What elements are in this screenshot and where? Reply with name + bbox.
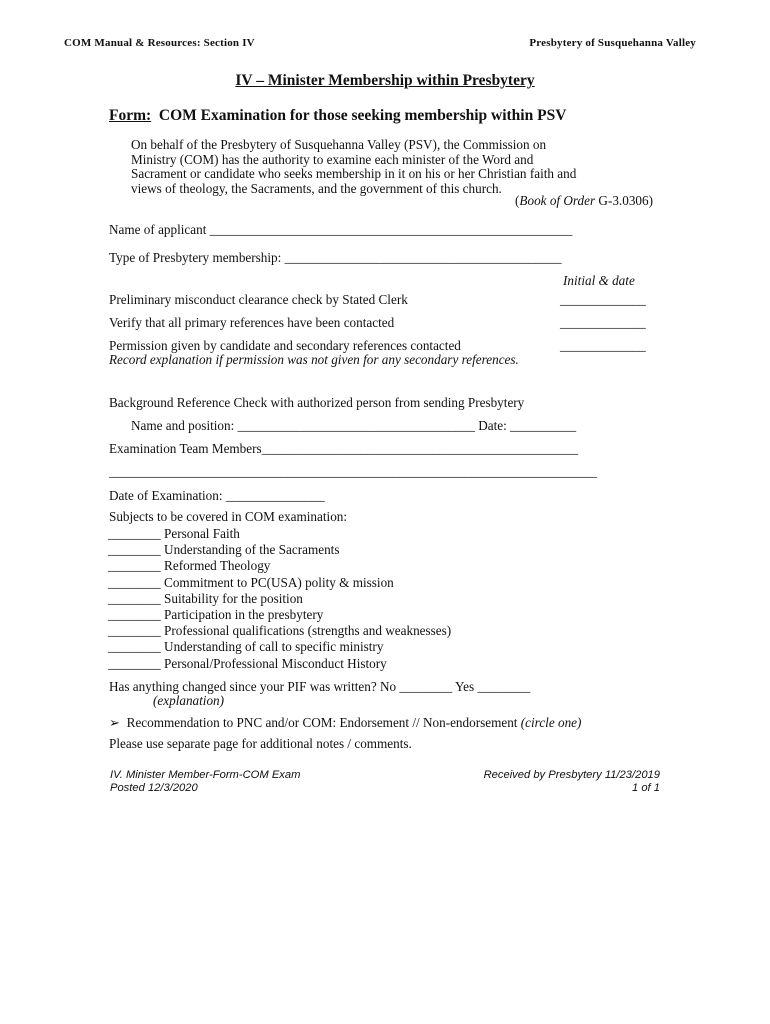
- check-clearance-label: Preliminary misconduct clearance check by Stated Clerk: [109, 292, 408, 307]
- footer-left-1: IV. Minister Member-Form-COM Exam: [110, 769, 301, 781]
- recommendation-text[interactable]: Recommendation to PNC and/or COM: Endorsement // Non-endorsement: [126, 715, 521, 730]
- subject-item[interactable]: ________ Commitment to PC(USA) polity & mission: [108, 574, 394, 590]
- footer-left-2: Posted 12/3/2020: [110, 782, 198, 794]
- subject-item[interactable]: ________ Personal Faith: [108, 526, 240, 541]
- exam-date-field[interactable]: Date of Examination: _______________: [109, 488, 325, 503]
- form-title-text: COM Examination for those seeking membership within PSV: [158, 107, 567, 124]
- recommendation: [109, 716, 581, 731]
- form-label: Form:: [109, 107, 152, 124]
- subject-item[interactable]: ________ Understanding of call to specific ministry: [108, 639, 384, 655]
- citation-book: Book of Order: [519, 193, 596, 208]
- subjects-list: [108, 526, 451, 672]
- intro-line: Ministry (COM) has the authority to examine each minister of the Word and: [131, 151, 534, 167]
- exam-team-field[interactable]: Examination Team Members________________________________________________: [109, 441, 579, 456]
- recommendation-note: (circle one): [520, 715, 582, 730]
- check-clearance-blank[interactable]: _____________: [560, 292, 646, 307]
- subject-item[interactable]: ________ Participation in the presbytery: [108, 607, 324, 623]
- notes-line: Please use separate page for additional notes / comments.: [109, 736, 412, 751]
- footer-right-1: Received by Presbytery 11/23/2019: [483, 769, 660, 781]
- page-title: IV – Minister Membership within Presbytery: [235, 72, 535, 89]
- subject-item[interactable]: ________ Professional qualifications (strengths and weaknesses): [108, 623, 452, 639]
- check-primary-label: Verify that all primary references have been contacted: [109, 315, 395, 330]
- header-left: COM Manual & Resources: Section IV: [64, 37, 255, 49]
- citation: [515, 194, 653, 209]
- subject-item[interactable]: ________ Understanding of the Sacraments: [108, 542, 340, 558]
- subjects-heading: Subjects to be covered in COM examination:: [109, 509, 348, 524]
- exam-team-line2[interactable]: __________________________________________________________________________: [109, 464, 597, 479]
- form-title: [109, 107, 566, 125]
- footer-right-2: 1 of 1: [632, 782, 660, 794]
- check-primary-blank[interactable]: _____________: [560, 315, 646, 330]
- check-permission-blank[interactable]: _____________: [560, 338, 646, 353]
- subject-item[interactable]: ________ Suitability for the position: [108, 590, 303, 606]
- citation-ref: G-3.0306): [595, 193, 653, 208]
- record-note: Record explanation if permission was not given for any secondary references.: [109, 352, 519, 367]
- intro-line: On behalf of the Presbytery of Susquehanna Valley (PSV), the Commission on: [131, 137, 547, 152]
- applicant-name-field[interactable]: Name of applicant _______________________________________________________: [109, 222, 573, 237]
- intro-paragraph: [131, 138, 576, 196]
- pif-question[interactable]: Has anything changed since your PIF was written? No ________ Yes ________: [109, 679, 531, 694]
- background-heading: Background Reference Check with authorized person from sending Presbytery: [109, 395, 525, 410]
- subject-item[interactable]: ________ Personal/Professional Misconduct History: [108, 655, 387, 671]
- intro-line: Sacrament or candidate who seeks membership in it on his or her Christian faith and: [131, 166, 577, 182]
- name-position-field[interactable]: Name and position: ____________________________________ Date: __________: [131, 418, 577, 433]
- initial-date-label: Initial & date: [563, 273, 635, 288]
- check-permission-label: Permission given by candidate and secondary references contacted: [109, 338, 461, 353]
- subject-item[interactable]: ________ Reformed Theology: [108, 558, 271, 574]
- pif-explanation: (explanation): [153, 693, 225, 708]
- header-right: Presbytery of Susquehanna Valley: [529, 37, 696, 49]
- arrow-bullet-icon: ➢: [109, 715, 121, 730]
- citation-open: (: [515, 193, 520, 208]
- intro-line: views of theology, the Sacraments, and the government of this church.: [131, 180, 502, 196]
- membership-type-field[interactable]: Type of Presbytery membership: __________________________________________: [109, 250, 562, 265]
